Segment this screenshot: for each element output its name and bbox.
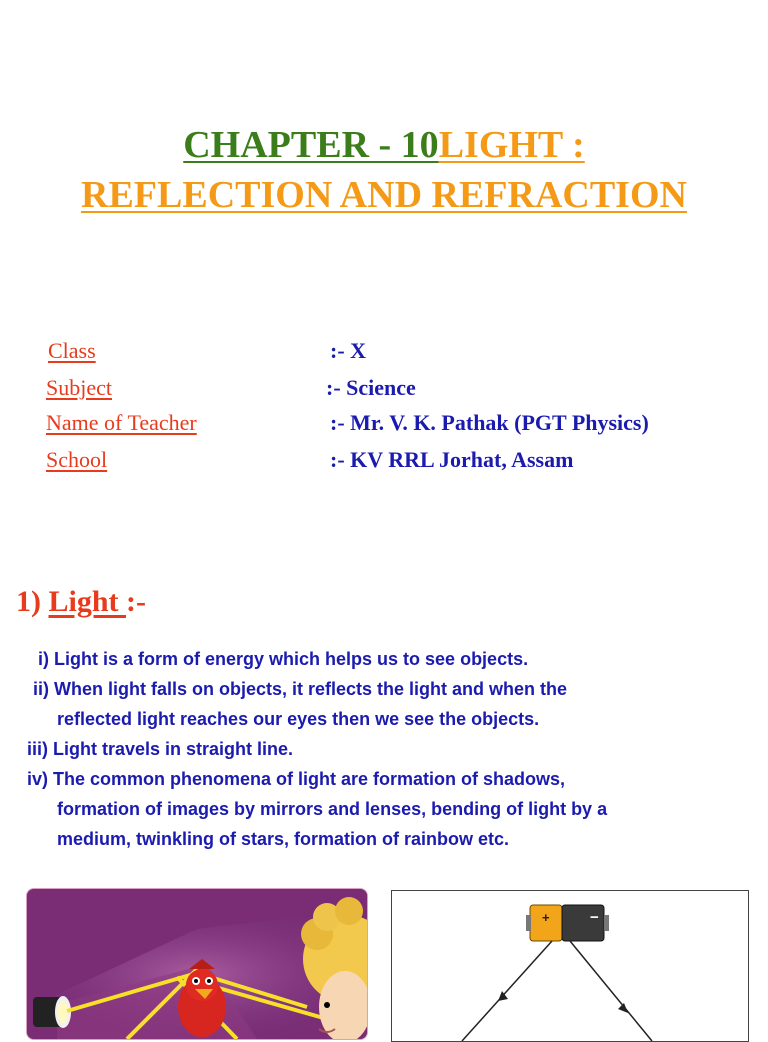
point-2: ii) When light falls on objects, it reflects the light and when the bbox=[33, 679, 568, 699]
point-3: iii) Light travels in straight line. bbox=[27, 739, 294, 759]
battery-plus-label: + bbox=[542, 910, 550, 925]
battery-icon bbox=[526, 905, 609, 941]
circuit-lines bbox=[462, 941, 652, 1041]
info-value-class: :- X bbox=[330, 338, 367, 363]
info-row-class bbox=[0, 338, 768, 368]
info-row-teacher bbox=[0, 410, 768, 440]
torch-icon bbox=[33, 996, 71, 1028]
section-suffix: :- bbox=[126, 585, 147, 618]
illustration-graphic bbox=[27, 889, 367, 1039]
point-4: iv) The common phenomena of light are formation of shadows, bbox=[27, 769, 566, 789]
info-row-school bbox=[0, 447, 768, 477]
point-2-cont: reflected light reaches our eyes then we see the objects. bbox=[57, 709, 540, 729]
battery-circuit-diagram bbox=[391, 890, 749, 1042]
section-number: 1) bbox=[16, 585, 41, 618]
chapter-title bbox=[0, 122, 768, 168]
chapter-subtitle: REFLECTION AND REFRACTION bbox=[81, 174, 687, 216]
info-label-class: Class bbox=[48, 338, 96, 363]
light-points-list bbox=[0, 644, 768, 854]
info-value-teacher: :- Mr. V. K. Pathak (PGT Physics) bbox=[330, 410, 649, 435]
info-value-school: :- KV RRL Jorhat, Assam bbox=[330, 447, 574, 472]
chapter-number: CHAPTER - 10 bbox=[183, 124, 439, 166]
info-row-subject bbox=[0, 375, 768, 405]
circuit-graphic bbox=[392, 891, 748, 1041]
point-4-cont2: medium, twinkling of stars, formation of rainbow etc. bbox=[57, 829, 510, 849]
current-arrows bbox=[498, 991, 628, 1013]
point-4-cont: formation of images by mirrors and lenses, bending of light by a bbox=[57, 799, 608, 819]
torch-bird-illustration bbox=[26, 888, 368, 1040]
section-heading bbox=[16, 585, 146, 619]
info-value-subject: :- Science bbox=[326, 375, 416, 400]
info-label-subject: Subject bbox=[46, 375, 112, 400]
section-title: Light bbox=[48, 585, 127, 618]
info-label-school: School bbox=[46, 447, 108, 472]
battery-minus-label: − bbox=[590, 909, 599, 926]
chapter-topic: LIGHT : bbox=[438, 124, 585, 166]
info-label-teacher: Name of Teacher bbox=[46, 410, 197, 435]
point-1: i) Light is a form of energy which helps us to see objects. bbox=[38, 649, 529, 669]
